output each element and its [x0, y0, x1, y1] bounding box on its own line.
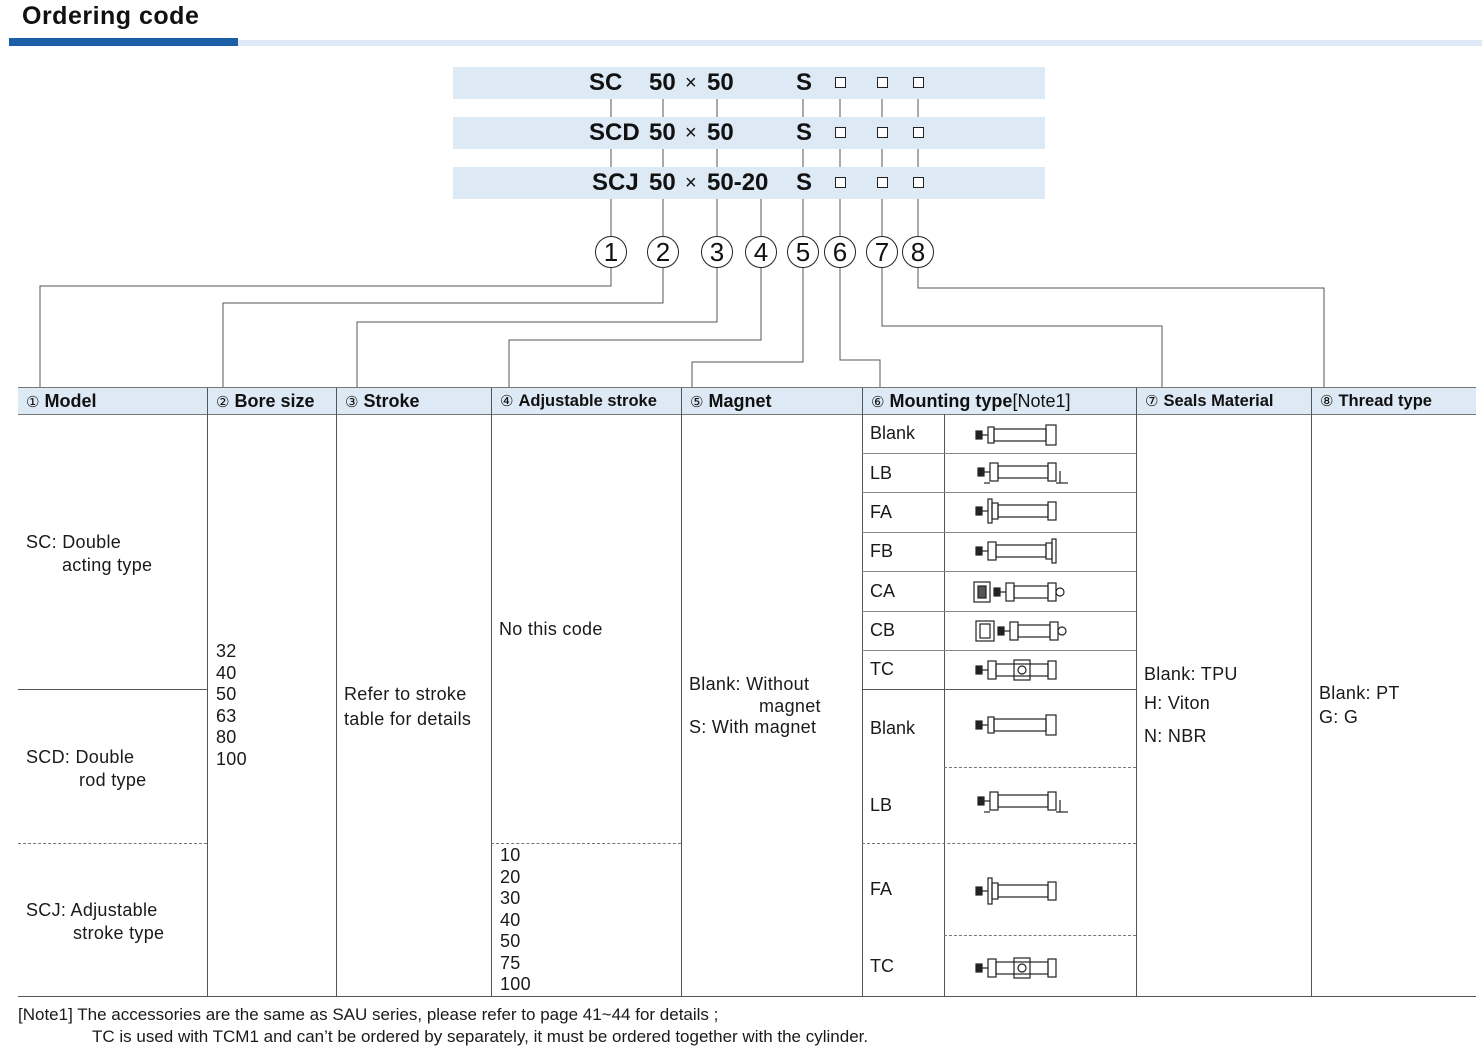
mount-row-separator: [862, 532, 1136, 533]
thread-g: G: G: [1319, 707, 1359, 727]
adjustable-none: No this code: [499, 619, 603, 639]
cylinder-foot-bracket-icon: [974, 461, 1074, 487]
code-times: ×: [685, 72, 697, 94]
model-scd-line1: SCD: Double: [26, 747, 135, 767]
model-separator: [18, 843, 207, 844]
table-bottom-rule: [18, 996, 1476, 997]
column-divider: [862, 388, 863, 996]
magnet-s: S: With magnet: [689, 717, 817, 737]
mount-code: LB: [870, 463, 893, 483]
note-1: [Note1] The accessories are the same as SAU series, please refer to page 41~44 for details ;: [18, 1005, 719, 1024]
mount-code: Blank: [870, 423, 916, 443]
model-scd-line2: rod type: [79, 770, 147, 790]
mount-row-separator: [944, 935, 1136, 936]
code-blank-box: [835, 127, 846, 138]
page-title: Ordering code: [22, 2, 200, 30]
model-separator: [18, 689, 207, 690]
column-divider: [207, 388, 208, 996]
magnet-blank-line2: magnet: [759, 696, 821, 716]
list-item: 63: [216, 705, 237, 726]
cylinder-rear-flange-icon: [974, 537, 1064, 565]
header-model: ① Model: [18, 388, 207, 414]
header-bottom-rule: [18, 414, 1476, 415]
column-divider: [336, 388, 337, 996]
code-position-6: 6: [824, 236, 856, 268]
thread-pt: Blank: PT: [1319, 683, 1400, 703]
mount-code: LB: [870, 795, 893, 815]
mount-code: Blank: [870, 718, 916, 738]
code-row-sc: [453, 67, 1045, 99]
list-item: 80: [216, 727, 237, 747]
list-item: 100: [216, 748, 247, 769]
mount-code: CA: [870, 581, 896, 601]
mount-row-separator: [862, 611, 1136, 612]
mount-row-separator: [862, 843, 1136, 844]
column-divider: [491, 388, 492, 996]
code-model: SC: [589, 69, 623, 96]
note-2: TC is used with TCM1 and can’t be ordered by separately, it must be ordered together with the cylinder.: [92, 1027, 869, 1046]
mount-code: TC: [870, 956, 894, 976]
code-position-5: 5: [787, 236, 819, 268]
code-blank-box: [877, 77, 888, 88]
list-item: 32: [216, 641, 237, 661]
code-stroke: 50-20: [707, 169, 769, 196]
list-item: 50: [500, 931, 521, 951]
code-blank-box: [913, 77, 924, 88]
mount-code: FA: [870, 502, 893, 522]
code-blank-box: [913, 177, 924, 188]
mount-row-separator: [944, 767, 1136, 768]
list-item: 40: [500, 909, 521, 930]
code-position-7: 7: [866, 236, 898, 268]
header-mounting-type: ⑥ Mounting type[Note1]: [863, 388, 1136, 414]
cylinder-front-flange-icon: [974, 497, 1064, 525]
column-divider: [1311, 388, 1312, 996]
adjustable-values: [500, 845, 531, 996]
list-item: 50: [216, 684, 237, 704]
list-item: 40: [216, 662, 237, 683]
code-position-8: 8: [902, 236, 934, 268]
code-position-2: 2: [647, 236, 679, 268]
code-blank-box: [877, 127, 888, 138]
code-model: SCJ: [592, 169, 639, 196]
magnet-blank-line1: Blank: Without: [689, 674, 810, 694]
list-item: 10: [500, 845, 521, 865]
mount-row-separator: [862, 453, 1136, 454]
bore-size-list: [216, 641, 247, 770]
code-blank-box: [835, 77, 846, 88]
model-sc-line2: acting type: [62, 555, 153, 575]
code-magnet: S: [796, 119, 813, 146]
mount-row-separator: [862, 650, 1136, 651]
column-divider: [1136, 388, 1137, 996]
stroke-line: Refer to stroke: [344, 684, 467, 704]
header-stroke: ③ Stroke: [337, 388, 491, 414]
model-scj-line2: stroke type: [73, 923, 165, 943]
cylinder-front-flange-icon: [974, 876, 1064, 906]
code-magnet: S: [796, 169, 813, 196]
adjustable-separator: [491, 843, 681, 844]
cylinder-trunnion-icon: [974, 657, 1064, 683]
code-bore: 50: [649, 169, 676, 196]
mount-code: TC: [870, 659, 894, 679]
code-position-4: 4: [745, 236, 777, 268]
code-row-scd: [453, 117, 1045, 149]
table-top-rule: [18, 387, 1476, 388]
code-position-1: 1: [595, 236, 627, 268]
mount-row-separator: [862, 689, 1136, 690]
seals-viton: H: Viton: [1144, 693, 1211, 713]
header-seals-material: ⑦ Seals Material: [1137, 388, 1311, 414]
header-thread-type: ⑧ Thread type: [1312, 388, 1476, 414]
seals-nbr: N: NBR: [1144, 726, 1207, 746]
column-divider: [944, 414, 945, 996]
mount-code: FA: [870, 879, 893, 899]
code-bore: 50: [649, 69, 676, 96]
mount-row-separator: [862, 492, 1136, 493]
seals-tpu: Blank: TPU: [1144, 664, 1238, 684]
code-blank-box: [877, 177, 888, 188]
code-stroke: 50: [707, 69, 734, 96]
code-times: ×: [685, 172, 697, 194]
code-bore: 50: [649, 119, 676, 146]
mount-row-separator: [862, 571, 1136, 572]
header-bore-size: ② Bore size: [208, 388, 336, 414]
code-position-3: 3: [701, 236, 733, 268]
cylinder-foot-bracket-icon: [974, 790, 1074, 816]
code-magnet: S: [796, 69, 813, 96]
code-model: SCD: [589, 119, 640, 146]
cylinder-basic-icon: [974, 713, 1064, 737]
cylinder-single-clevis-icon: [972, 579, 1072, 605]
header-adjustable-stroke: ④ Adjustable stroke: [492, 388, 681, 414]
code-stroke: 50: [707, 119, 734, 146]
code-row-scj: [453, 167, 1045, 199]
column-divider: [681, 388, 682, 996]
mount-code: CB: [870, 620, 896, 640]
cylinder-trunnion-icon: [974, 955, 1064, 981]
stroke-line: table for details: [344, 709, 472, 729]
cylinder-basic-icon: [974, 423, 1064, 447]
list-item: 30: [500, 888, 521, 908]
list-item: 100: [500, 974, 531, 994]
code-blank-box: [913, 127, 924, 138]
cylinder-double-clevis-icon: [972, 618, 1072, 644]
model-scj-line1: SCJ: Adjustable: [26, 900, 158, 920]
header-magnet: ⑤ Magnet: [682, 388, 862, 414]
model-sc-line1: SC: Double: [26, 532, 122, 552]
code-blank-box: [835, 177, 846, 188]
code-times: ×: [685, 122, 697, 144]
list-item: 20: [500, 866, 521, 887]
list-item: 75: [500, 952, 521, 973]
stroke-text: [344, 682, 471, 732]
mount-code: FB: [870, 541, 894, 561]
